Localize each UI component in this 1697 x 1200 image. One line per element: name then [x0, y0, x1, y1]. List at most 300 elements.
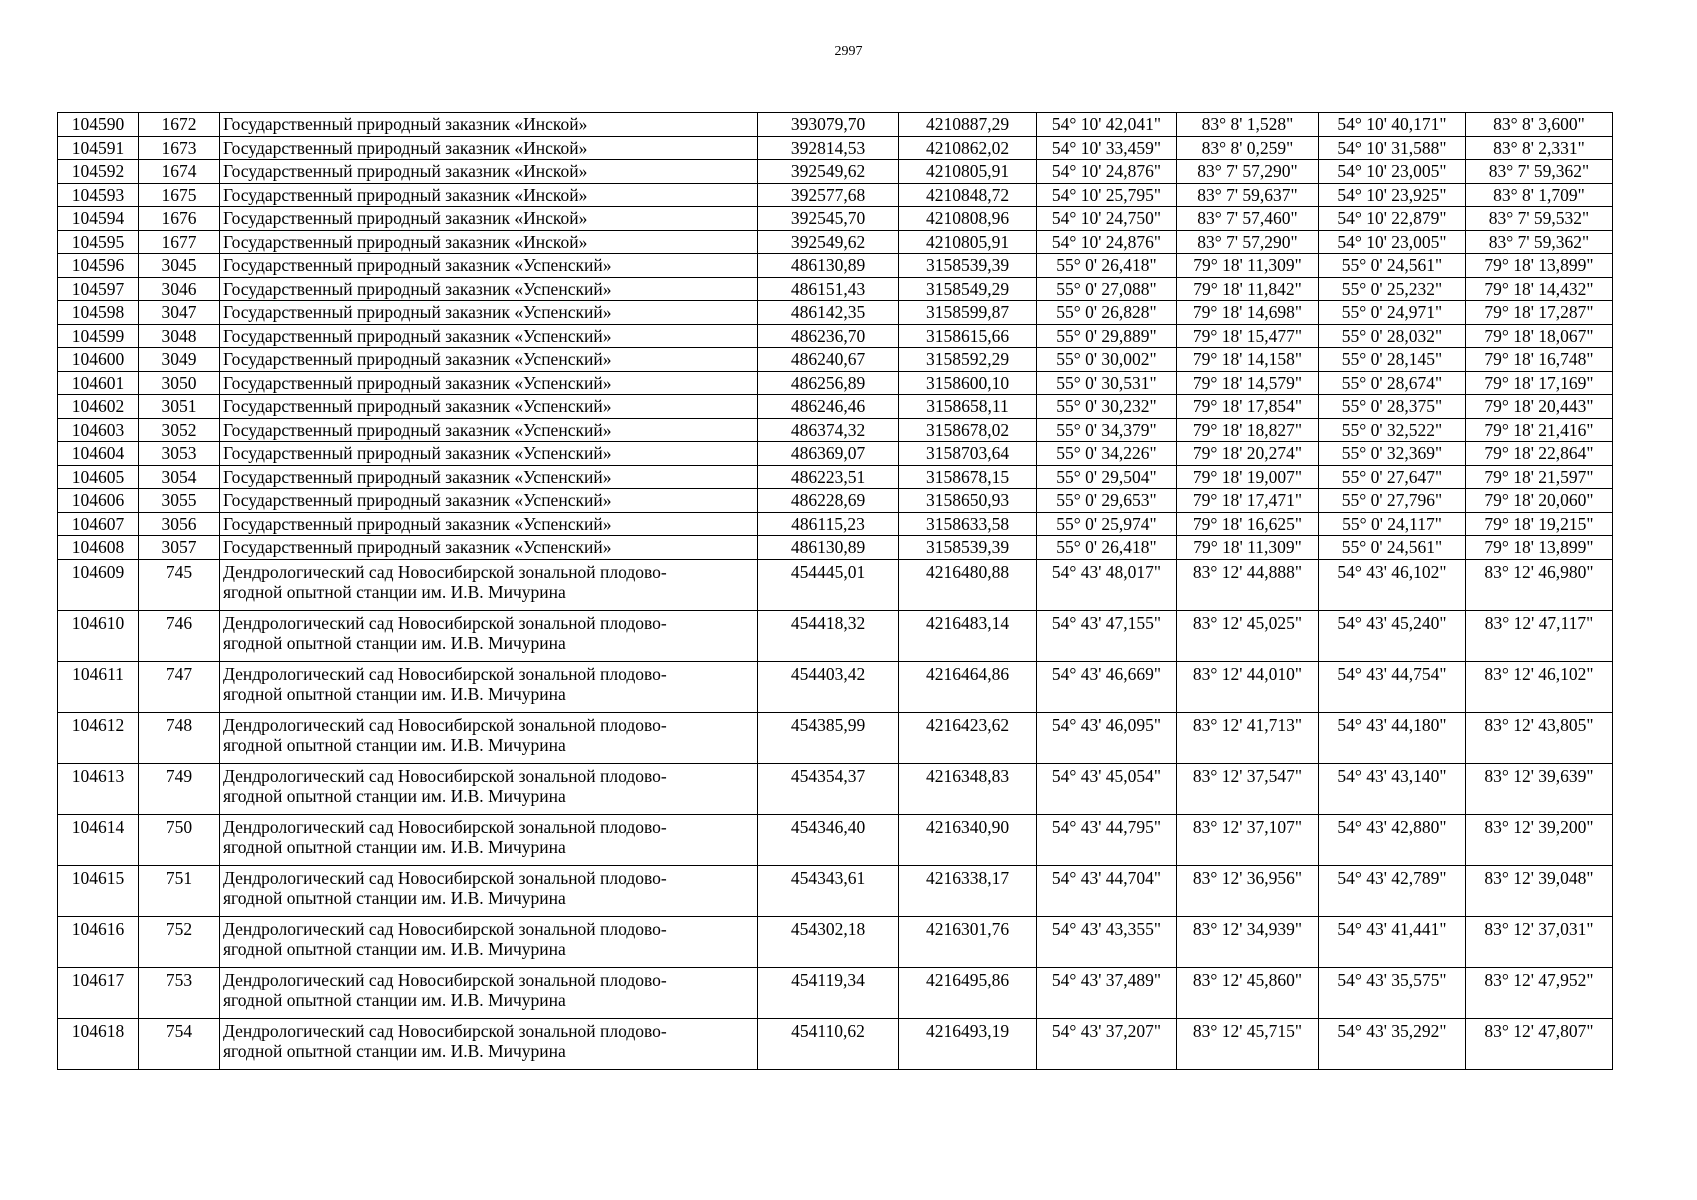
y-coordinate-cell: 3158599,87	[899, 301, 1037, 325]
record-id-cell: 104616	[58, 916, 139, 967]
object-name-line: ягодной опытной станции им. И.В. Мичурина	[223, 887, 566, 908]
latitude-2-cell: 54° 10' 23,925"	[1319, 183, 1466, 207]
point-number-cell: 3053	[139, 442, 220, 466]
table-row	[58, 661, 1613, 712]
object-name-cell	[220, 277, 758, 301]
latitude-2-cell: 55° 0' 28,145"	[1319, 348, 1466, 372]
latitude-2-cell: 54° 10' 31,588"	[1319, 136, 1466, 160]
longitude-1-cell: 83° 12' 36,956"	[1177, 865, 1319, 916]
object-name-cell	[220, 136, 758, 160]
longitude-1-cell: 83° 12' 41,713"	[1177, 712, 1319, 763]
longitude-1-cell: 79° 18' 20,274"	[1177, 442, 1319, 466]
object-name-cell	[220, 301, 758, 325]
y-coordinate-cell: 3158615,66	[899, 324, 1037, 348]
record-id-cell: 104594	[58, 207, 139, 231]
longitude-1-cell: 83° 12' 45,860"	[1177, 967, 1319, 1018]
x-coordinate-cell: 392549,62	[758, 160, 899, 184]
object-name-cell	[220, 512, 758, 536]
latitude-2-cell: 54° 43' 43,140"	[1319, 763, 1466, 814]
point-number-cell: 751	[139, 865, 220, 916]
longitude-2-cell: 83° 12' 37,031"	[1466, 916, 1613, 967]
record-id-cell: 104590	[58, 113, 139, 137]
y-coordinate-cell: 4210805,91	[899, 160, 1037, 184]
latitude-1-cell: 55° 0' 29,504"	[1037, 465, 1177, 489]
point-number-cell: 3057	[139, 536, 220, 560]
longitude-2-cell: 83° 12' 46,980"	[1466, 559, 1613, 610]
latitude-1-cell: 55° 0' 26,418"	[1037, 536, 1177, 560]
longitude-1-cell: 79° 18' 17,471"	[1177, 489, 1319, 513]
record-id-cell: 104611	[58, 661, 139, 712]
object-name-line: Государственный природный заказник «Успенский»	[223, 490, 612, 510]
x-coordinate-cell: 392814,53	[758, 136, 899, 160]
point-number-cell: 1675	[139, 183, 220, 207]
longitude-1-cell: 83° 12' 44,888"	[1177, 559, 1319, 610]
longitude-1-cell: 79° 18' 11,309"	[1177, 254, 1319, 278]
table-row	[58, 395, 1613, 419]
latitude-1-cell: 55° 0' 34,226"	[1037, 442, 1177, 466]
object-name-cell	[220, 814, 758, 865]
longitude-2-cell: 83° 12' 47,117"	[1466, 610, 1613, 661]
latitude-1-cell: 55° 0' 25,974"	[1037, 512, 1177, 536]
table-row	[58, 207, 1613, 231]
point-number-cell: 748	[139, 712, 220, 763]
record-id-cell: 104598	[58, 301, 139, 325]
longitude-1-cell: 79° 18' 18,827"	[1177, 418, 1319, 442]
latitude-2-cell: 55° 0' 32,522"	[1319, 418, 1466, 442]
latitude-1-cell: 55° 0' 30,531"	[1037, 371, 1177, 395]
x-coordinate-cell: 486142,35	[758, 301, 899, 325]
object-name-line: Государственный природный заказник «Инской»	[223, 231, 588, 252]
y-coordinate-cell: 4216423,62	[899, 712, 1037, 763]
object-name-line: Государственный природный заказник «Успенский»	[223, 466, 612, 487]
x-coordinate-cell: 486246,46	[758, 395, 899, 419]
point-number-cell: 3050	[139, 371, 220, 395]
object-name-line: Дендрологический сад Новосибирской зональной плодово-	[223, 969, 667, 990]
longitude-2-cell: 79° 18' 16,748"	[1466, 348, 1613, 372]
y-coordinate-cell: 3158539,39	[899, 254, 1037, 278]
longitude-2-cell: 83° 12' 39,200"	[1466, 814, 1613, 865]
y-coordinate-cell: 3158650,93	[899, 489, 1037, 513]
x-coordinate-cell: 486130,89	[758, 536, 899, 560]
x-coordinate-cell: 486256,89	[758, 371, 899, 395]
latitude-1-cell: 54° 10' 24,750"	[1037, 207, 1177, 231]
object-name-line: Государственный природный заказник «Инской»	[223, 208, 588, 228]
latitude-2-cell: 54° 43' 44,754"	[1319, 661, 1466, 712]
latitude-2-cell: 54° 43' 44,180"	[1319, 712, 1466, 763]
point-number-cell: 3054	[139, 465, 220, 489]
latitude-2-cell: 55° 0' 24,117"	[1319, 512, 1466, 536]
point-number-cell: 750	[139, 814, 220, 865]
latitude-2-cell: 54° 43' 46,102"	[1319, 559, 1466, 610]
longitude-2-cell: 79° 18' 22,864"	[1466, 442, 1613, 466]
object-name-line: Государственный природный заказник «Инской»	[223, 184, 588, 205]
longitude-2-cell: 83° 7' 59,362"	[1466, 230, 1613, 254]
y-coordinate-cell: 3158678,15	[899, 465, 1037, 489]
point-number-cell: 747	[139, 661, 220, 712]
object-name-line: Дендрологический сад Новосибирской зональной плодово-	[223, 867, 667, 888]
latitude-2-cell: 54° 10' 23,005"	[1319, 230, 1466, 254]
longitude-2-cell: 83° 12' 39,639"	[1466, 763, 1613, 814]
y-coordinate-cell: 4216338,17	[899, 865, 1037, 916]
record-id-cell: 104613	[58, 763, 139, 814]
table-row	[58, 113, 1613, 137]
record-id-cell: 104593	[58, 183, 139, 207]
record-id-cell: 104599	[58, 324, 139, 348]
record-id-cell: 104615	[58, 865, 139, 916]
x-coordinate-cell: 454385,99	[758, 712, 899, 763]
object-name-cell	[220, 418, 758, 442]
object-name-line: Государственный природный заказник «Успенский»	[223, 349, 612, 369]
latitude-2-cell: 54° 43' 45,240"	[1319, 610, 1466, 661]
longitude-2-cell: 83° 12' 39,048"	[1466, 865, 1613, 916]
longitude-1-cell: 83° 12' 34,939"	[1177, 916, 1319, 967]
latitude-2-cell: 54° 43' 42,880"	[1319, 814, 1466, 865]
latitude-1-cell: 54° 43' 37,207"	[1037, 1018, 1177, 1069]
object-name-line: Дендрологический сад Новосибирской зональной плодово-	[223, 1020, 667, 1041]
object-name-cell	[220, 113, 758, 137]
object-name-line: ягодной опытной станции им. И.В. Мичурина	[223, 683, 566, 704]
longitude-1-cell: 79° 18' 14,158"	[1177, 348, 1319, 372]
y-coordinate-cell: 4216348,83	[899, 763, 1037, 814]
object-name-line: Дендрологический сад Новосибирской зональной плодово-	[223, 663, 667, 684]
longitude-1-cell: 79° 18' 16,625"	[1177, 512, 1319, 536]
point-number-cell: 3055	[139, 489, 220, 513]
object-name-line: Государственный природный заказник «Успенский»	[223, 372, 612, 393]
latitude-1-cell: 55° 0' 30,002"	[1037, 348, 1177, 372]
record-id-cell: 104604	[58, 442, 139, 466]
object-name-cell	[220, 865, 758, 916]
longitude-1-cell: 83° 8' 0,259"	[1177, 136, 1319, 160]
y-coordinate-cell: 3158678,02	[899, 418, 1037, 442]
object-name-cell	[220, 1018, 758, 1069]
record-id-cell: 104609	[58, 559, 139, 610]
latitude-2-cell: 54° 43' 35,575"	[1319, 967, 1466, 1018]
x-coordinate-cell: 454346,40	[758, 814, 899, 865]
latitude-1-cell: 54° 43' 45,054"	[1037, 763, 1177, 814]
object-name-cell	[220, 967, 758, 1018]
table-row	[58, 277, 1613, 301]
object-name-cell	[220, 348, 758, 372]
longitude-2-cell: 83° 12' 47,807"	[1466, 1018, 1613, 1069]
object-name-line: Дендрологический сад Новосибирской зональной плодово-	[223, 612, 667, 633]
longitude-1-cell: 83° 7' 59,637"	[1177, 183, 1319, 207]
y-coordinate-cell: 3158633,58	[899, 512, 1037, 536]
record-id-cell: 104591	[58, 136, 139, 160]
object-name-cell	[220, 207, 758, 231]
point-number-cell: 3048	[139, 324, 220, 348]
point-number-cell: 1676	[139, 207, 220, 231]
table-row	[58, 301, 1613, 325]
object-name-cell	[220, 489, 758, 513]
latitude-1-cell: 54° 43' 48,017"	[1037, 559, 1177, 610]
table-row	[58, 1018, 1613, 1069]
latitude-1-cell: 55° 0' 27,088"	[1037, 277, 1177, 301]
longitude-2-cell: 83° 12' 47,952"	[1466, 967, 1613, 1018]
y-coordinate-cell: 4210887,29	[899, 113, 1037, 137]
object-name-cell	[220, 371, 758, 395]
x-coordinate-cell: 454403,42	[758, 661, 899, 712]
table-row	[58, 442, 1613, 466]
object-name-cell	[220, 465, 758, 489]
x-coordinate-cell: 486236,70	[758, 324, 899, 348]
longitude-1-cell: 79° 18' 15,477"	[1177, 324, 1319, 348]
object-name-line: Государственный природный заказник «Инской»	[223, 114, 588, 134]
latitude-1-cell: 54° 43' 43,355"	[1037, 916, 1177, 967]
table-row	[58, 183, 1613, 207]
y-coordinate-cell: 4216483,14	[899, 610, 1037, 661]
record-id-cell: 104596	[58, 254, 139, 278]
record-id-cell: 104618	[58, 1018, 139, 1069]
longitude-2-cell: 79° 18' 17,287"	[1466, 301, 1613, 325]
table-row	[58, 254, 1613, 278]
y-coordinate-cell: 3158703,64	[899, 442, 1037, 466]
record-id-cell: 104603	[58, 418, 139, 442]
latitude-2-cell: 55° 0' 32,369"	[1319, 442, 1466, 466]
y-coordinate-cell: 4216493,19	[899, 1018, 1037, 1069]
object-name-cell	[220, 712, 758, 763]
y-coordinate-cell: 3158600,10	[899, 371, 1037, 395]
object-name-line: ягодной опытной станции им. И.В. Мичурина	[223, 1040, 566, 1061]
object-name-line: ягодной опытной станции им. И.В. Мичурина	[223, 632, 566, 653]
point-number-cell: 745	[139, 559, 220, 610]
table-row	[58, 348, 1613, 372]
object-name-cell	[220, 442, 758, 466]
object-name-line: Государственный природный заказник «Инской»	[223, 161, 588, 181]
object-name-cell	[220, 183, 758, 207]
latitude-2-cell: 54° 10' 23,005"	[1319, 160, 1466, 184]
record-id-cell: 104601	[58, 371, 139, 395]
latitude-1-cell: 55° 0' 29,889"	[1037, 324, 1177, 348]
latitude-2-cell: 54° 43' 41,441"	[1319, 916, 1466, 967]
object-name-cell	[220, 916, 758, 967]
object-name-line: Государственный природный заказник «Успенский»	[223, 302, 612, 322]
table-row	[58, 967, 1613, 1018]
y-coordinate-cell: 4210862,02	[899, 136, 1037, 160]
table-row	[58, 230, 1613, 254]
point-number-cell: 749	[139, 763, 220, 814]
object-name-cell	[220, 230, 758, 254]
y-coordinate-cell: 4216480,88	[899, 559, 1037, 610]
point-number-cell: 753	[139, 967, 220, 1018]
x-coordinate-cell: 454445,01	[758, 559, 899, 610]
longitude-2-cell: 79° 18' 13,899"	[1466, 536, 1613, 560]
object-name-cell	[220, 324, 758, 348]
record-id-cell: 104614	[58, 814, 139, 865]
record-id-cell: 104602	[58, 395, 139, 419]
x-coordinate-cell: 454343,61	[758, 865, 899, 916]
y-coordinate-cell: 3158592,29	[899, 348, 1037, 372]
table-row	[58, 610, 1613, 661]
longitude-2-cell: 83° 12' 43,805"	[1466, 712, 1613, 763]
latitude-1-cell: 54° 43' 44,795"	[1037, 814, 1177, 865]
object-name-cell	[220, 536, 758, 560]
point-number-cell: 1674	[139, 160, 220, 184]
x-coordinate-cell: 486151,43	[758, 277, 899, 301]
point-number-cell: 3046	[139, 277, 220, 301]
record-id-cell: 104610	[58, 610, 139, 661]
object-name-line: Государственный природный заказник «Успенский»	[223, 255, 612, 275]
object-name-cell	[220, 661, 758, 712]
x-coordinate-cell: 454418,32	[758, 610, 899, 661]
longitude-2-cell: 79° 18' 17,169"	[1466, 371, 1613, 395]
latitude-1-cell: 54° 10' 25,795"	[1037, 183, 1177, 207]
longitude-2-cell: 79° 18' 21,597"	[1466, 465, 1613, 489]
point-number-cell: 752	[139, 916, 220, 967]
point-number-cell: 1672	[139, 113, 220, 137]
object-name-line: ягодной опытной станции им. И.В. Мичурина	[223, 785, 566, 806]
latitude-2-cell: 54° 43' 35,292"	[1319, 1018, 1466, 1069]
object-name-line: ягодной опытной станции им. И.В. Мичурина	[223, 581, 566, 602]
object-name-line: Дендрологический сад Новосибирской зональной плодово-	[223, 816, 667, 837]
y-coordinate-cell: 4216301,76	[899, 916, 1037, 967]
table-row	[58, 489, 1613, 513]
latitude-2-cell: 54° 43' 42,789"	[1319, 865, 1466, 916]
x-coordinate-cell: 392545,70	[758, 207, 899, 231]
point-number-cell: 1673	[139, 136, 220, 160]
table-row	[58, 814, 1613, 865]
longitude-1-cell: 83° 7' 57,290"	[1177, 160, 1319, 184]
longitude-1-cell: 83° 12' 37,107"	[1177, 814, 1319, 865]
record-id-cell: 104592	[58, 160, 139, 184]
longitude-1-cell: 83° 12' 45,025"	[1177, 610, 1319, 661]
longitude-1-cell: 79° 18' 17,854"	[1177, 395, 1319, 419]
page-number: 2997	[834, 44, 863, 59]
table-body	[58, 113, 1613, 1070]
table-row	[58, 712, 1613, 763]
longitude-2-cell: 79° 18' 18,067"	[1466, 324, 1613, 348]
table-row	[58, 916, 1613, 967]
object-name-line: Государственный природный заказник «Инской»	[223, 137, 588, 158]
latitude-1-cell: 55° 0' 30,232"	[1037, 395, 1177, 419]
object-name-line: Дендрологический сад Новосибирской зональной плодово-	[223, 765, 667, 786]
longitude-2-cell: 79° 18' 21,416"	[1466, 418, 1613, 442]
longitude-2-cell: 83° 8' 1,709"	[1466, 183, 1613, 207]
object-name-line: Дендрологический сад Новосибирской зональной плодово-	[223, 714, 667, 735]
latitude-2-cell: 55° 0' 25,232"	[1319, 277, 1466, 301]
y-coordinate-cell: 4210805,91	[899, 230, 1037, 254]
longitude-2-cell: 79° 18' 20,443"	[1466, 395, 1613, 419]
x-coordinate-cell: 454302,18	[758, 916, 899, 967]
object-name-line: ягодной опытной станции им. И.В. Мичурина	[223, 989, 566, 1010]
object-name-line: Государственный природный заказник «Успенский»	[223, 443, 612, 463]
object-name-cell	[220, 610, 758, 661]
x-coordinate-cell: 392577,68	[758, 183, 899, 207]
object-name-line: Государственный природный заказник «Успенский»	[223, 396, 612, 416]
latitude-1-cell: 54° 43' 44,704"	[1037, 865, 1177, 916]
latitude-2-cell: 55° 0' 24,561"	[1319, 536, 1466, 560]
y-coordinate-cell: 4210808,96	[899, 207, 1037, 231]
longitude-2-cell: 79° 18' 19,215"	[1466, 512, 1613, 536]
longitude-1-cell: 79° 18' 11,842"	[1177, 277, 1319, 301]
object-name-line: Государственный природный заказник «Успенский»	[223, 278, 612, 299]
longitude-2-cell: 83° 7' 59,532"	[1466, 207, 1613, 231]
object-name-line: Государственный природный заказник «Успенский»	[223, 419, 612, 440]
table-row	[58, 763, 1613, 814]
longitude-2-cell: 83° 8' 2,331"	[1466, 136, 1613, 160]
longitude-1-cell: 79° 18' 19,007"	[1177, 465, 1319, 489]
x-coordinate-cell: 486223,51	[758, 465, 899, 489]
record-id-cell: 104597	[58, 277, 139, 301]
y-coordinate-cell: 4216495,86	[899, 967, 1037, 1018]
longitude-1-cell: 83° 12' 44,010"	[1177, 661, 1319, 712]
point-number-cell: 746	[139, 610, 220, 661]
object-name-line: Дендрологический сад Новосибирской зональной плодово-	[223, 561, 667, 582]
record-id-cell: 104607	[58, 512, 139, 536]
latitude-2-cell: 55° 0' 27,796"	[1319, 489, 1466, 513]
latitude-2-cell: 55° 0' 28,032"	[1319, 324, 1466, 348]
x-coordinate-cell: 486228,69	[758, 489, 899, 513]
x-coordinate-cell: 486115,23	[758, 512, 899, 536]
latitude-1-cell: 54° 43' 47,155"	[1037, 610, 1177, 661]
object-name-cell	[220, 763, 758, 814]
point-number-cell: 3052	[139, 418, 220, 442]
longitude-2-cell: 79° 18' 14,432"	[1466, 277, 1613, 301]
longitude-1-cell: 83° 12' 45,715"	[1177, 1018, 1319, 1069]
x-coordinate-cell: 454110,62	[758, 1018, 899, 1069]
latitude-1-cell: 54° 10' 42,041"	[1037, 113, 1177, 137]
longitude-1-cell: 83° 8' 1,528"	[1177, 113, 1319, 137]
point-number-cell: 3045	[139, 254, 220, 278]
longitude-1-cell: 79° 18' 11,309"	[1177, 536, 1319, 560]
longitude-1-cell: 83° 12' 37,547"	[1177, 763, 1319, 814]
latitude-2-cell: 55° 0' 24,971"	[1319, 301, 1466, 325]
object-name-line: ягодной опытной станции им. И.В. Мичурина	[223, 734, 566, 755]
longitude-2-cell: 83° 7' 59,362"	[1466, 160, 1613, 184]
record-id-cell: 104600	[58, 348, 139, 372]
longitude-1-cell: 79° 18' 14,698"	[1177, 301, 1319, 325]
longitude-1-cell: 83° 7' 57,290"	[1177, 230, 1319, 254]
latitude-1-cell: 54° 43' 46,095"	[1037, 712, 1177, 763]
x-coordinate-cell: 486374,32	[758, 418, 899, 442]
longitude-1-cell: 83° 7' 57,460"	[1177, 207, 1319, 231]
object-name-line: ягодной опытной станции им. И.В. Мичурина	[223, 938, 566, 959]
table-row	[58, 136, 1613, 160]
latitude-2-cell: 54° 10' 22,879"	[1319, 207, 1466, 231]
longitude-1-cell: 79° 18' 14,579"	[1177, 371, 1319, 395]
object-name-line: Государственный природный заказник «Успенский»	[223, 325, 612, 346]
latitude-1-cell: 55° 0' 29,653"	[1037, 489, 1177, 513]
x-coordinate-cell: 393079,70	[758, 113, 899, 137]
point-number-cell: 3049	[139, 348, 220, 372]
object-name-line: Дендрологический сад Новосибирской зональной плодово-	[223, 918, 667, 939]
table-row	[58, 559, 1613, 610]
y-coordinate-cell: 4216464,86	[899, 661, 1037, 712]
latitude-1-cell: 55° 0' 26,828"	[1037, 301, 1177, 325]
x-coordinate-cell: 392549,62	[758, 230, 899, 254]
coordinates-table	[57, 112, 1613, 1070]
latitude-2-cell: 55° 0' 24,561"	[1319, 254, 1466, 278]
latitude-1-cell: 55° 0' 26,418"	[1037, 254, 1177, 278]
point-number-cell: 3056	[139, 512, 220, 536]
record-id-cell: 104608	[58, 536, 139, 560]
latitude-1-cell: 54° 43' 46,669"	[1037, 661, 1177, 712]
latitude-2-cell: 55° 0' 27,647"	[1319, 465, 1466, 489]
x-coordinate-cell: 454354,37	[758, 763, 899, 814]
object-name-cell	[220, 254, 758, 278]
latitude-1-cell: 54° 10' 33,459"	[1037, 136, 1177, 160]
record-id-cell: 104612	[58, 712, 139, 763]
object-name-line: Государственный природный заказник «Успенский»	[223, 537, 612, 557]
latitude-2-cell: 55° 0' 28,674"	[1319, 371, 1466, 395]
table-row	[58, 512, 1613, 536]
table-row	[58, 536, 1613, 560]
record-id-cell: 104606	[58, 489, 139, 513]
x-coordinate-cell: 486240,67	[758, 348, 899, 372]
record-id-cell: 104595	[58, 230, 139, 254]
longitude-2-cell: 79° 18' 20,060"	[1466, 489, 1613, 513]
table-row	[58, 465, 1613, 489]
point-number-cell: 754	[139, 1018, 220, 1069]
